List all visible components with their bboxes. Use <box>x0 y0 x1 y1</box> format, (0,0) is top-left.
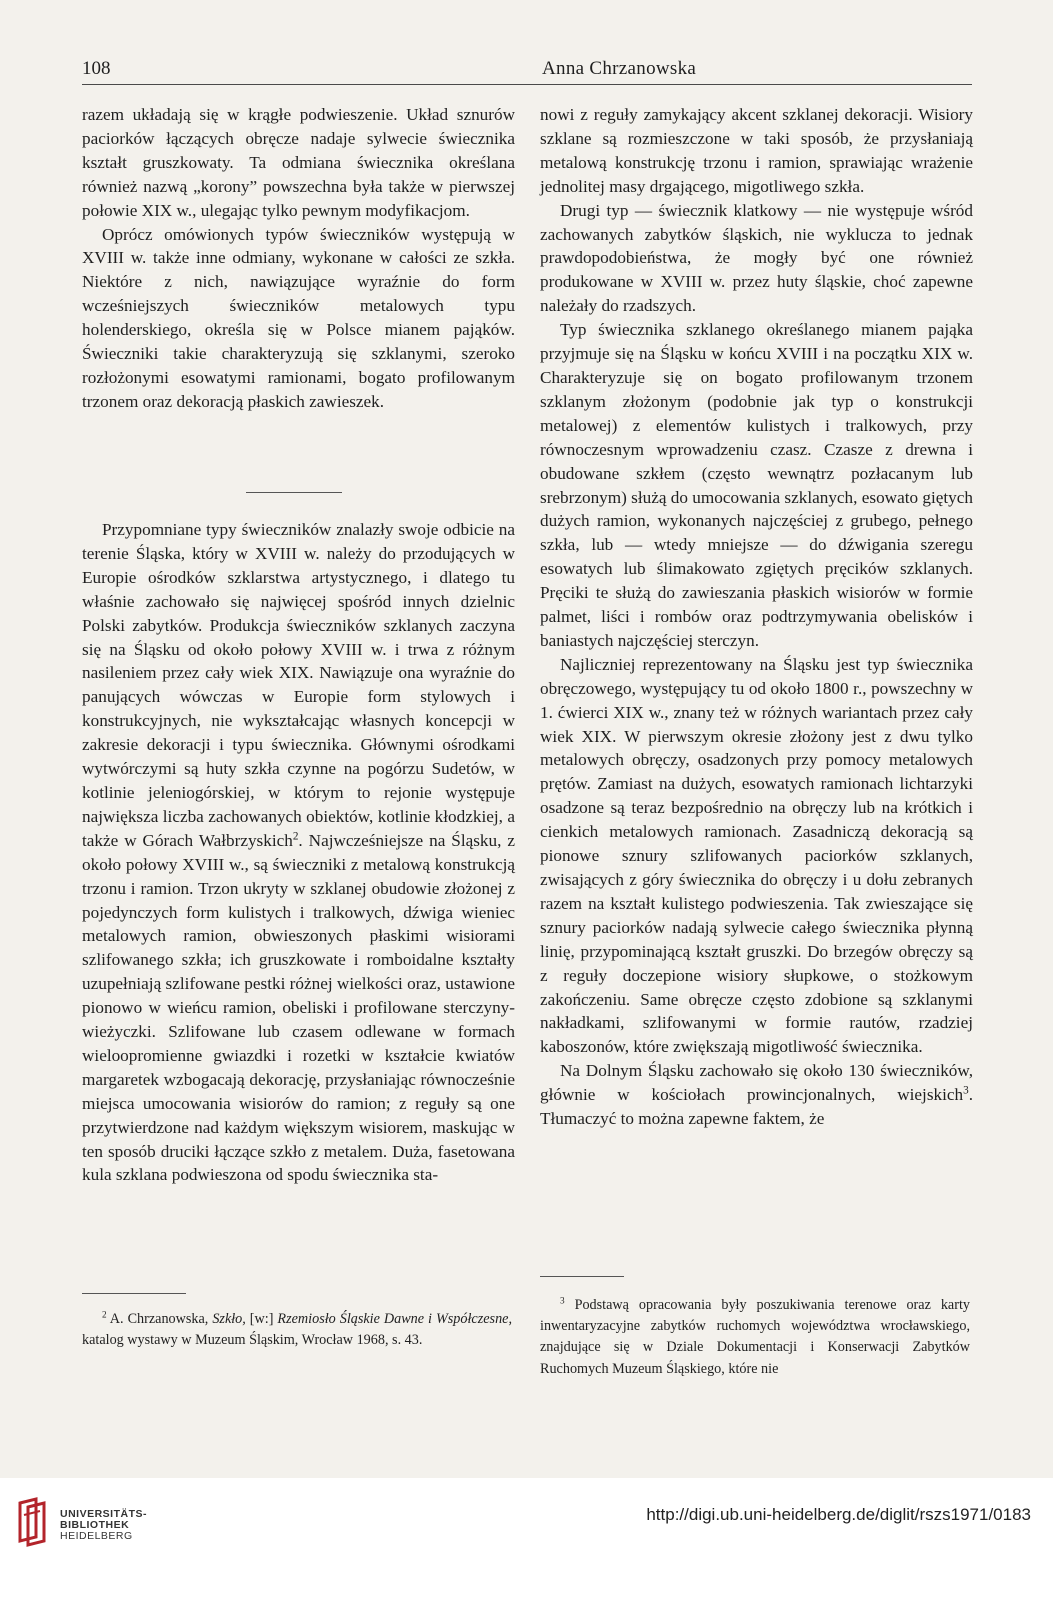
page-number: 108 <box>82 58 111 79</box>
library-name: UNIVERSITÄTS- BIBLIOTHEK HEIDELBERG <box>60 1508 148 1542</box>
footnote-divider <box>540 1276 624 1277</box>
paragraph: Typ świecznika szklanego określanego mianem pająka przyjmuje się na Śląsku w końcu XVIII i na początku XIX w. Charakteryzuje się on bogato profilowanym trzonem szklanym złożonym (podobnie jak typ o konstrukcji metalowej) z elementów kulistych i tralkowych, przy równoczesnym wprowadzeniu czasz. Czasze z drewna i obudowane szkłem (często wewnątrz pozłacanym lub srebrzonym) służą do umocowania szklanych, esowato giętych dużych ramion, wykonanych najczęściej z grubego, pełnego szkła, lub — wtedy mniejsze — do dźwigania szeregu esowatych lub ślimakowato zgiętych pręcików szklanych. Pręciki te służą do zawieszania płaskich wisiorów w formie palmet, liści i rombów oraz podtrzymywania obelisków i baniastych najczęściej sterczyn. <box>540 320 973 650</box>
left-column-top <box>82 103 515 414</box>
paragraph: nowi z reguły zamykający akcent szklanej dekoracji. Wisiory szklane są rozmieszczone w taki sposób, że przysłaniają metalową konstrukcję trzonu i ramion, sprawiając wrażenie jednolitej masy drgającego, migotliwego szkła. <box>540 105 973 196</box>
ub-heidelberg-logo-icon[interactable] <box>14 1497 52 1547</box>
footnote-ref[interactable]: 2 <box>292 830 299 843</box>
cited-title: Szkło, <box>212 1311 246 1327</box>
right-column <box>540 103 973 1131</box>
footer-bar <box>0 1478 1053 1598</box>
footnote-ref[interactable]: 3 <box>963 1084 969 1097</box>
permalink-url[interactable]: http://digi.ub.uni-heidelberg.de/diglit/rszs1971/0183 <box>646 1505 1031 1524</box>
footnote-divider <box>82 1293 186 1294</box>
paragraph <box>540 1059 973 1131</box>
paragraph: Najliczniej reprezentowany na Śląsku jest typ świecznika obręczowego, występujący tu od około 1800 r., powszechny w 1. ćwierci XIX w., znany też w różnych wariantach przez cały wiek XIX. W pierwszym okresie złożony jest z dwu tylko metalowych obręczy, osadzonych przy pomocy metalowych prętów. Zamiast na dużych, esowatych ramionach lichtarzyki osadzone są teraz bezpośrednio na obręczy lub na krótkich i cienkich metalowych ramionach. Zasadniczą dekoracją są pionowe sznury szlifowanych paciorków szklanych, zwisających z góry świecznika do obręczy i u dołu zebranych razem na kształt kulistego podwieszenia. Tak zwieszające się sznury paciorków nadają sylwecie całego świecznika płynną linię, przypominającą kształt gruszki. Do brzegów obręczy są z reguły doczepione wisiory słupkowe, o stożkowym zakończeniu. Same obręcze często zdobione są szklanymi nakładkami, szlifowanymi w formie rautów, rzadziej kaboszonów, które zwiększają migotliwość świecznika. <box>540 654 973 1057</box>
paragraph: Oprócz omówionych typów świeczników występują w XVIII w. także inne odmiany, wykonane w całości ze szkła. Niektóre z nich, nawiązujące wyraźnie do form wcześniejszych świeczników metalowych typu holenderskiego, określa się w Polsce mianem pająków. Świeczniki takie charakteryzują się szklanymi, szeroko rozłożonymi esowatymi ramionami, bogato profilowanym trzonem oraz dekoracją płaskich zawieszek. <box>82 224 515 411</box>
footnote-3: $^3$ Podstawą opracowania były poszukiwania terenowe oraz karty inwentaryzacyjne zabytków ruchomych województwa wrocławskiego, znajdujące się w Dziale Dokumentacji i Konserwacji Zabytków Ruchomych Muzeum Śląskiego, które nie <box>540 1295 970 1377</box>
paragraph-text: Na Dolnym Śląsku zachowało się około 130 świeczników, głównie w kościołach prowincjonalnych, wiejskich <box>540 1061 973 1105</box>
footnote-marker: 3 <box>560 1295 565 1306</box>
paragraph <box>82 518 515 1187</box>
paragraph-text: . Tłumaczyć to można zapewne faktem, że <box>540 1085 973 1129</box>
paragraph-text: . Najwcześniejsze na Śląsku, z około połowy XVIII w., są świeczniki z metalową konstrukcją trzonu i ramion. Trzon ukryty w szklanej obudowie złożonej z pojedynczych form kulistych i tralkowych, dźwiga wieniec metalowych ramion, obwieszonych płaskimi wisiorami szlifowanego szkła; ich gruszkowate i romboidalne kształty uzupełniają szlifowane pestki różnej wielkości oraz, ustawione pionowo w wieńcu ramion, obeliski i profilowane sterczyny-wieżyczki. Szlifowane lub czasem odlewane w formach wieloopromienne gwiazdki i rozetki w kształcie kwiatów margaretek wzbogacają dekorację, przysłaniając równocześnie miejsca umocowania wisiorów do ramion; z reguły są one przytwierdzone nad każdym większym wisiorem, maskując w ten sposób druciki łączące szkło z metalem. Duża, fasetowana kula szklana podwieszona od spodu świecznika sta- <box>82 830 515 1185</box>
paragraph: Drugi typ — świecznik klatkowy — nie występuje wśród zachowanych zabytków śląskich, nie wyklucza to jednak prawdopodobieństwa, że mogły być one również produkowane w XVIII w. przez huty śląskie, choć zapewne należały do rzadszych. <box>540 200 973 316</box>
running-head <box>82 56 972 85</box>
footnote-2: $^2$ A. Chrzanowska, Szkło, [w:] Rzemiosło Śląskie Dawne i Współczesne, katalog wystawy w Muzeum Śląskim, Wrocław 1968, s. 43. <box>82 1309 513 1349</box>
paragraph-text: Przypomniane typy świeczników znalazły swoje odbicie na terenie Śląska, który w XVIII w. należy do przodujących w Europie ośrodków szklarstwa artystycznego, i dlatego tu właśnie zachowało się najwięcej spośród innych dzielnic Polski zabytków. Produkcja świeczników szklanych zaczyna się na Śląsku od około połowy XVIII w. i trwa z różnym nasileniem przez cały wiek XIX. Nawiązuje ona wyraźnie do panujących wówczas w Europie form stylowych i konstrukcyjnych, nie wykształcając własnych koncepcji w zakresie dekoracji i typu świecznika. Głównymi ośrodkami wytwórczymi są huty szkła czynne na pogórzu Sudetów, w kotlinie jeleniogórskiej, w którym to rejonie występuje największa liczba zachowanych obiektów, kotlinie kłodzkiej, a także w Górach Wałbrzyskich <box>82 520 515 850</box>
footnote-marker: 2 <box>102 1309 107 1320</box>
paragraph: razem układają się w krągłe podwieszenie. Układ sznurów paciorków łączących obręcze nadaje sylwecie świecznika kształt gruszkowaty. Ta odmiana świecznika określana również nazwą „korony” powszechna była także w pierwszej połowie XIX w., ulegając tylko pewnym modyfikacjom. <box>82 105 515 220</box>
section-divider <box>246 492 342 493</box>
running-head-author: Anna Chrzanowska <box>542 58 697 79</box>
cited-title: Rzemiosło Śląskie Dawne i Współczesne, <box>277 1311 513 1327</box>
left-column-main <box>82 518 515 1187</box>
